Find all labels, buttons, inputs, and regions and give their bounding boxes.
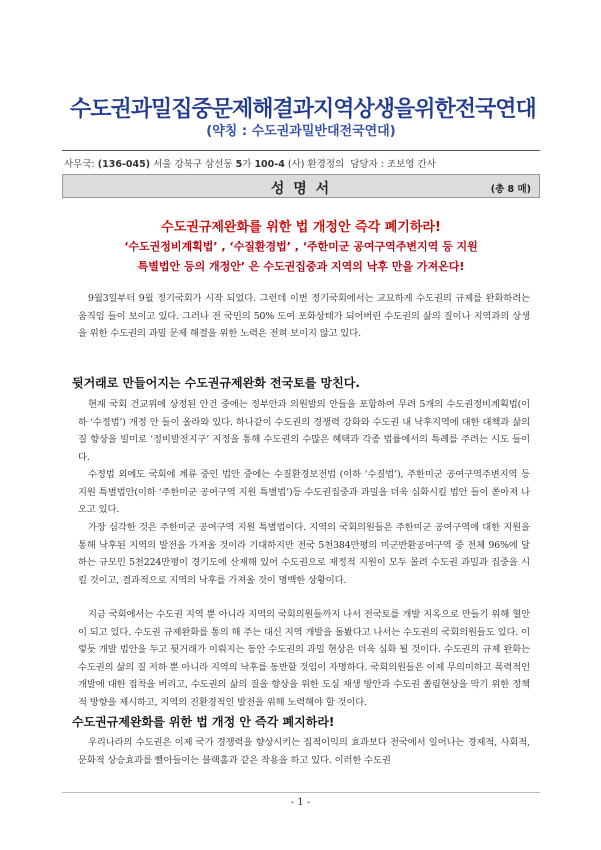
headline-line-2: ‘수도권정비계획법’ , ‘수질환경법’ , ‘주한미군 공여구역주변지역 등 지원 — [124, 240, 478, 253]
footer-divider — [62, 792, 540, 793]
office-address — [64, 156, 436, 170]
contact-person: 담당자 : 조보영 간사 — [350, 159, 436, 170]
headline-main: 수도권규제완화를 위한 법 개정안 즉각 폐기하라! — [161, 220, 441, 235]
statement-title: 성 명 서 — [270, 181, 332, 197]
divider-top — [62, 150, 540, 151]
postal-code: (136-045) — [97, 159, 151, 170]
intro-paragraph: 9월3일부터 9월 정기국회가 시작 되었다. 그런데 이번 정기국회에서는 교묘하게 수도권의 규제를 완화하려는 움직임 들이 보이고 있다. 그러나 전 국민의 50% 도여 포화상태가 되어버린 수도권의 삶의 질이나 지역과의 상생을 위한 수도권의 과밀 문제 해결을 위한 노력은 전혀 보이지 않고 있다. — [78, 293, 530, 339]
section-1-paragraph-2: 수정법 외에도 국회에 계류 중인 법안 중에는 수질환경보전법 (이하 ‘수질법’), 주한미군 공여구역주변지역 등 지원 특별법안(이하 ‘주한미군 공여구역 지원 특별법’)등 수도권집중과 과밀을 더욱 심화시킬 법안 들이 쏟아져 나오고 있다. — [78, 469, 530, 515]
headline-line-3: 특별법안 등의 개정안’ 은 수도권집중과 지역의 낙후 만을 가져온다! — [137, 260, 465, 273]
organization-name: 수도권과밀집중문제해결과지역상생을위한전국연대 — [70, 97, 536, 122]
section-1-paragraph-1: 현재 국회 건교위에 상정된 안건 중에는 정부안과 의원발의 안들을 포함하여 무려 5개의 수도권정비계획법(이하 ‘수정법’) 개정 안 들이 올라와 있다. 하나같이 수도권의 경쟁력 강화와 수도권 내 낙후지역에 대한 대책과 삶의 질 향상을 빌미로 ‘정비발전지구’ 지정을 통해 수도권의 수많은 혜택과 각종 법률에서의 특례를 주려는 시도 들이다. — [78, 399, 530, 463]
address-number-2: 100-4 — [254, 159, 285, 170]
section-1-paragraph-4: 지금 국회에서는 수도권 지역 뿐 아니라 지역의 국회의원들까지 나서 전국토를 개발 지옥으로 만들기 위해 혈안이 되고 있다. 수도권 규제완화를 통의 해 주는 대신 지역 개발을 돌봤다고 나서는 수도권의 국회의원들도 있다. 이렇듯 개발 법안을 두고 뒷거래가 이뤄지는 동안 수도권의 과밀 현상은 더욱 심화 될 것이다. 수도권의 규제 완화는 수도권의 삶의 질 저하 뿐 아니라 지역의 낙후를 동반할 것임이 자명하다. 국회의원들은 이제 무의미하고 폭력적인 개발에 대한 집착을 버리고, 수도권의 삶의 질을 향상을 위한 도심 재생 방안과 수도권 쏠림현상을 막기 위한 정책적 방향을 제시하고, 지역의 진환경적인 발전을 위해 노력해야 할 것이다. — [78, 609, 530, 708]
address-number-1: 5 — [235, 159, 243, 170]
statement-page-count: (총 8 매) — [490, 184, 531, 195]
organization-short-name: (약칭 : 수도권과밀반대전국연대) — [206, 124, 396, 139]
page-number: - 1 - — [290, 797, 311, 808]
section-2-paragraph-1: 우리나라의 수도권은 이제 국가 경쟁력을 향상시키는 집적이익의 효과보다 전국에서 일어나는 경제적, 사회적, 문화적 상승효과를 빨아들이는 블랙홀과 같은 작용을 하고 있다. 이러한 수도권 — [78, 737, 530, 766]
address-org: (사) 환경정의 — [287, 159, 345, 170]
section-1-title: 뒷거래로 만들어지는 수도권규제완화 전국토를 망친다. — [72, 376, 360, 390]
section-2-title: 수도권규제완화를 위한 법 개정 안 즉각 폐지하라! — [72, 715, 335, 729]
statement-banner — [62, 174, 540, 198]
address-label: 사무국: — [64, 159, 95, 170]
address-street: 서울 강북구 삼선동 — [153, 159, 233, 170]
section-1-paragraph-3: 가장 심각한 것은 주한미군 공여구역 지원 특별법이다. 지역의 국회의원들은 주한미군 공여구역에 대한 지원을 통해 낙후된 지역의 발전을 가져올 것이라 기대하지만 전국 5천384만평의 미군반환공여구역 중 전체 96%에 달하는 규모인 5천224만평이 경기도에 산재해 있어 수도권으로 재정적 지원이 모두 몰려 수도권 과밀과 집중을 시킬 것이고, 결과적으로 지역의 낙후를 가져올 것이 명백한 상황이다. — [78, 522, 530, 586]
address-mid: 가 — [242, 159, 252, 170]
